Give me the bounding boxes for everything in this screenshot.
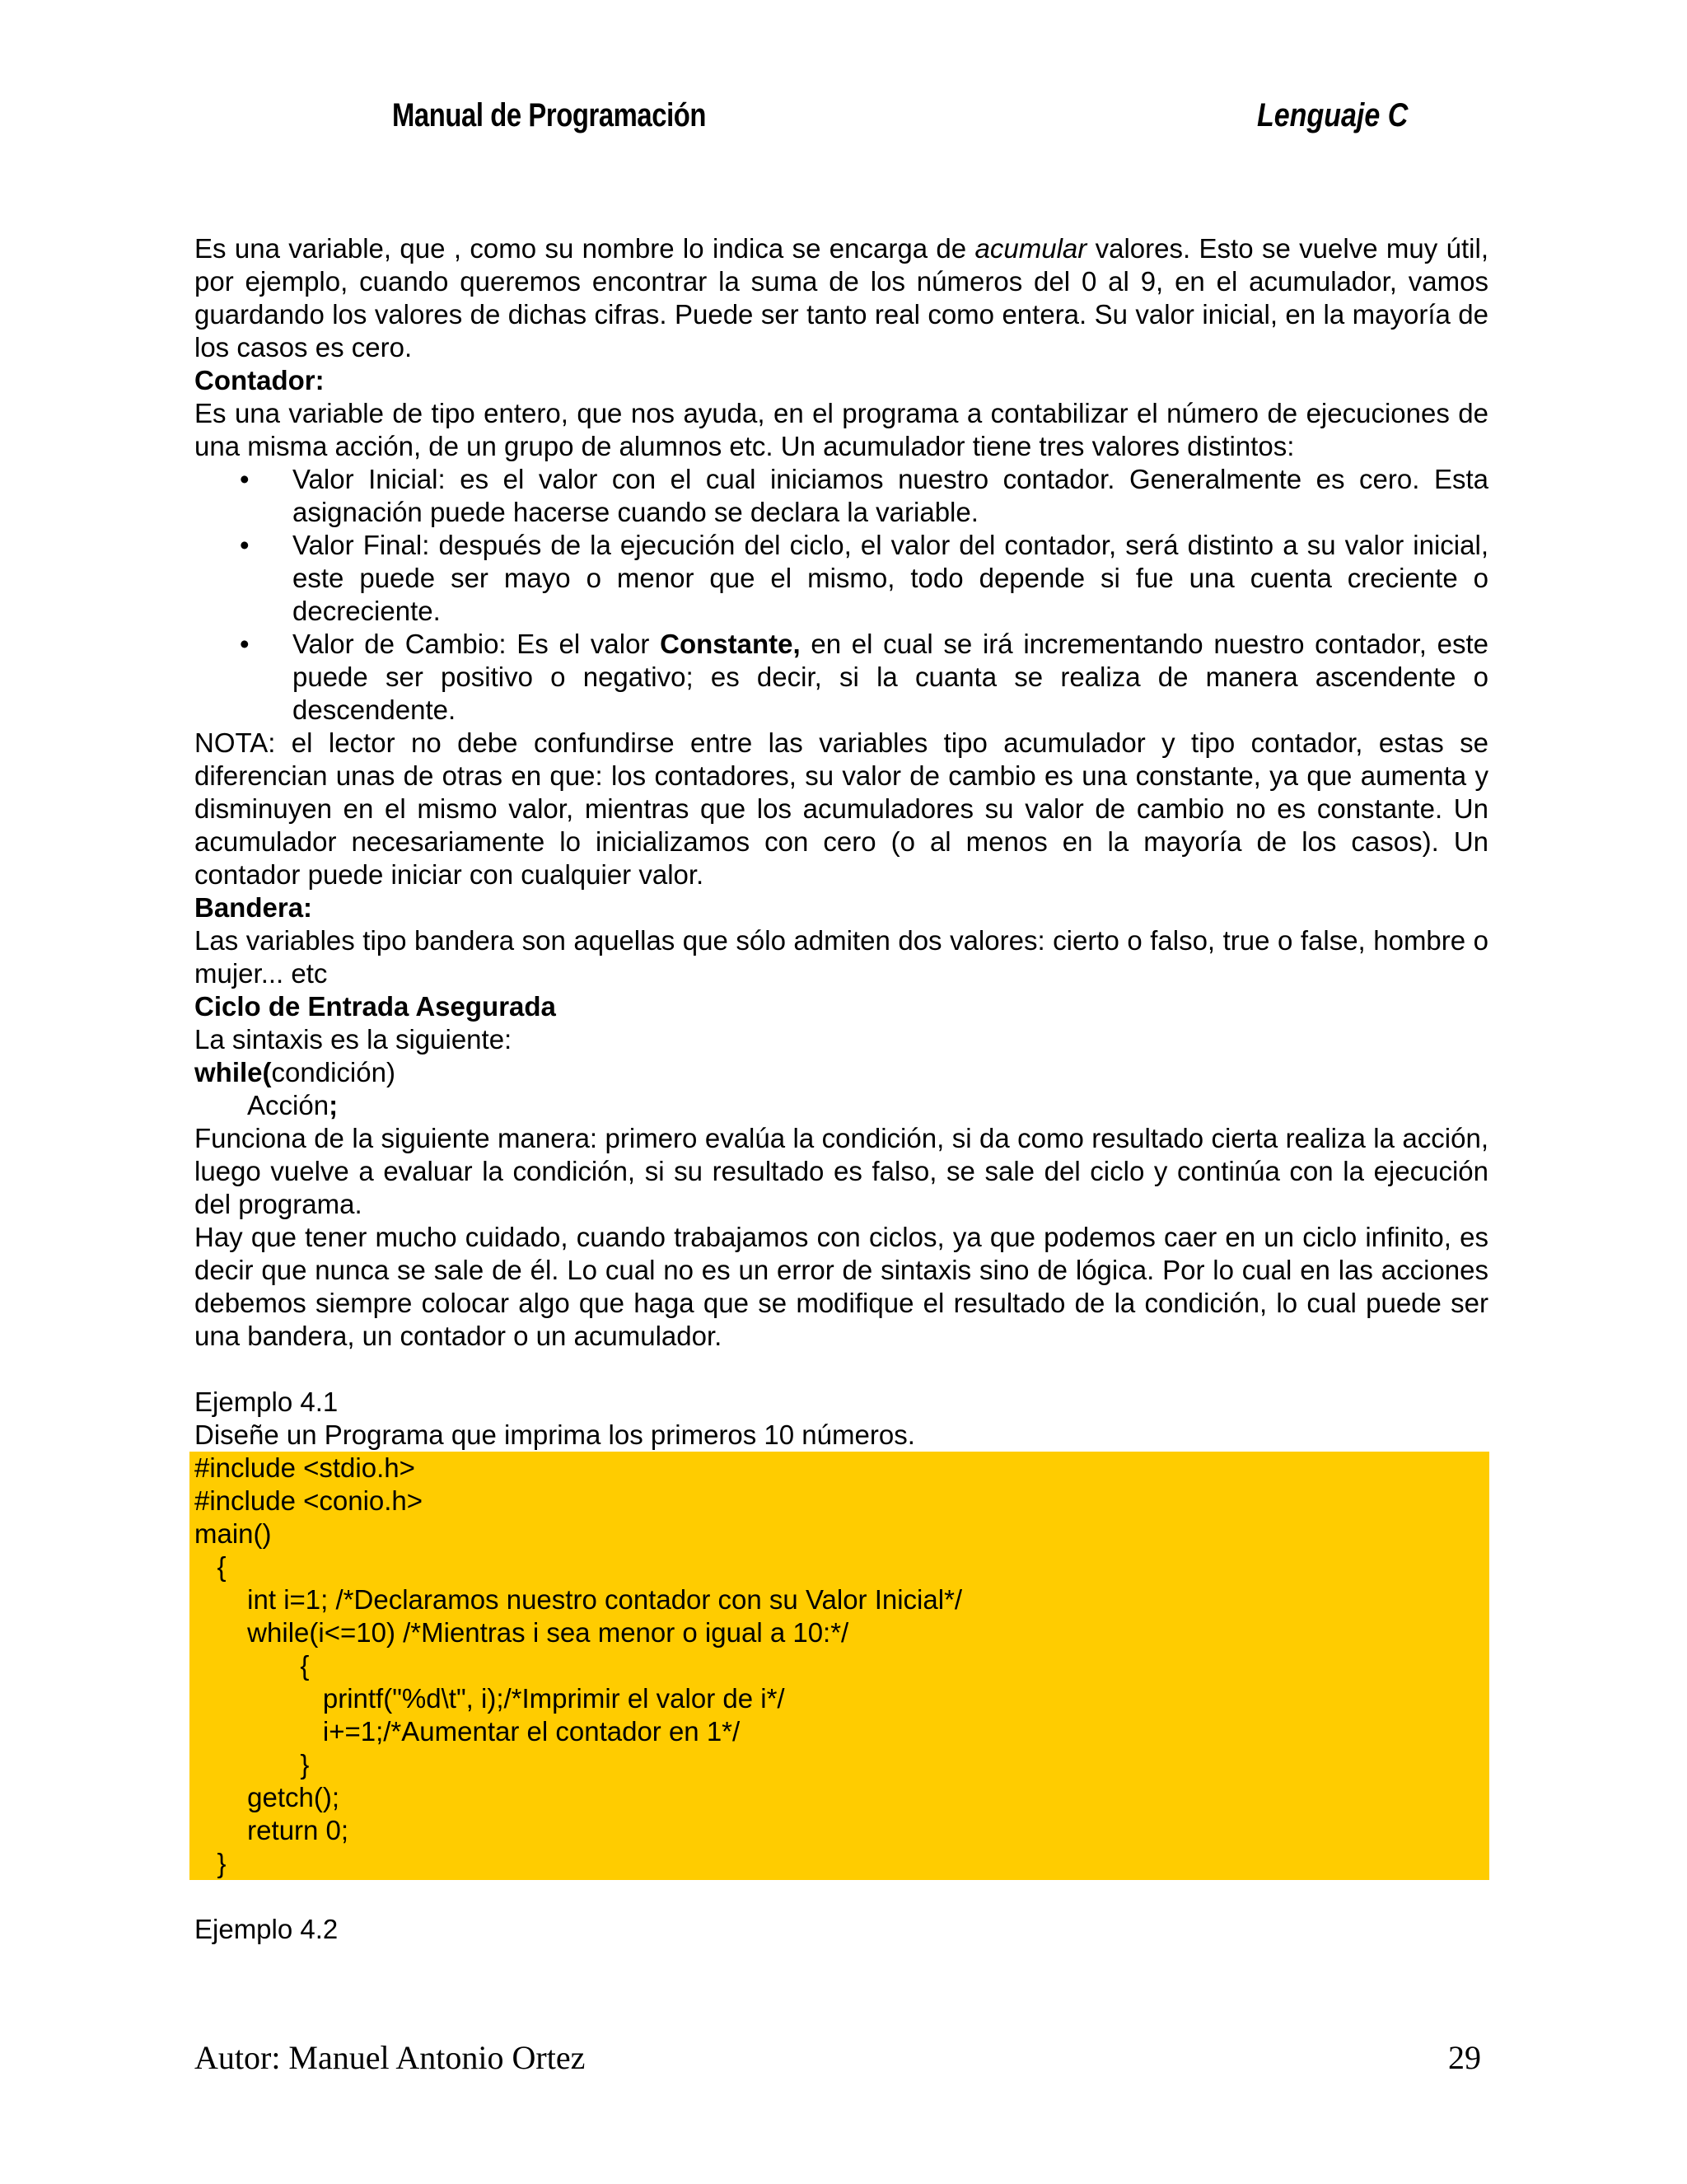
code-line: printf("%d\t", i);/*Imprimir el valor de i*/: [194, 1683, 785, 1714]
bullet-text: en el cual se irá incrementando nuestro contador, este puede ser positivo o negativo; es decir, si la cuanta se realiza de manera ascendente o descendente.: [292, 629, 1488, 725]
footer-author: Autor: Manuel Antonio Ortez: [194, 2039, 586, 2076]
code-line: i+=1;/*Aumentar el contador en 1*/: [194, 1716, 741, 1747]
code-line: while(i<=10) /*Mientras i sea menor o igual a 10:*/: [194, 1617, 849, 1648]
intro-text-2: valores. Esto se vuelve muy útil, por ejemplo, cuando queremos encontrar la suma de los números del 0 al 9, en el acumulador, vamos guardando los valores de dichas cifras. Puede ser tanto real como entera. Su valor inicial, en la mayoría de los casos es cero.: [194, 233, 1488, 362]
contador-heading: Contador:: [194, 365, 325, 395]
bandera-paragraph: Las variables tipo bandera son aquellas que sólo admiten dos valores: cierto o falso, true o false, hombre o mujer... etc: [194, 925, 1488, 989]
contador-paragraph: Es una variable de tipo entero, que nos ayuda, en el programa a contabilizar el número de ejecuciones de una misma acción, de un grupo de alumnos etc. Un acumulador tiene tres valores distintos:: [194, 398, 1488, 461]
code-line: #include <conio.h>: [194, 1485, 423, 1516]
example2-label: Ejemplo 4.2: [194, 1914, 339, 1944]
code-block: [189, 1452, 1489, 1880]
bullet-text: Valor de Cambio: Es el valor: [292, 629, 661, 659]
code-line: }: [194, 1848, 227, 1878]
nota-paragraph: NOTA: el lector no debe confundirse entre las variables tipo acumulador y tipo contador, estas se diferencian unas de otras en que: los contadores, su valor de cambio es una constante, ya que aumenta y disminuyen en el mismo valor, mientras que los acumuladores su valor de cambio no es constante. Un acumulador necesariamente lo inicializamos con cero (o al menos en la mayoría de los casos). Un contador puede iniciar con cualquier valor.: [194, 727, 1488, 890]
code-line: {: [194, 1650, 310, 1681]
list-item: [194, 529, 1488, 628]
while-keyword: while(: [194, 1057, 272, 1087]
code-line: #include <stdio.h>: [194, 1452, 415, 1483]
while-syntax: [194, 1056, 1488, 1089]
intro-paragraph: [194, 232, 1488, 364]
intro-italic: acumular: [974, 233, 1087, 264]
bullet-bold-text: Constante,: [660, 629, 801, 659]
header-subtitle: Lenguaje C: [1257, 97, 1409, 133]
spacer: [194, 1353, 1488, 1386]
code-line: {: [194, 1551, 227, 1582]
example1-label: Ejemplo 4.1: [194, 1387, 339, 1417]
example1-description: Diseñe un Programa que imprima los primeros 10 números.: [194, 1419, 915, 1450]
list-item: [194, 463, 1488, 529]
code-line: return 0;: [194, 1815, 349, 1845]
intro-text-1: Es una variable, que , como su nombre lo indica se encarga de: [194, 233, 975, 264]
ciclo-paragraph-1: Funciona de la siguiente manera: primero evalúa la condición, si da como resultado cierta realiza la acción, luego vuelve a evaluar la condición, si su resultado es falso, se sale del ciclo y continúa con la ejecución del programa.: [194, 1123, 1488, 1219]
spacer: [194, 1880, 1488, 1913]
bullet-text: Valor Inicial: es el valor con el cual iniciamos nuestro contador. Generalmente es cero. Esta asignación puede hacerse cuando se declara la variable.: [292, 464, 1488, 527]
page-body: [194, 232, 1488, 1946]
accion-semicolon: ;: [329, 1090, 339, 1120]
bullet-icon: •: [240, 629, 250, 659]
header-title: Manual de Programación: [392, 97, 707, 133]
accion-syntax: [194, 1089, 1488, 1122]
accion-text: Acción: [247, 1090, 329, 1120]
syntax-intro: La sintaxis es la siguiente:: [194, 1024, 512, 1055]
bullet-icon: •: [240, 464, 250, 494]
code-line: }: [194, 1749, 310, 1779]
bullet-icon: •: [240, 530, 250, 560]
code-line: main(): [194, 1518, 272, 1549]
list-item: [194, 628, 1488, 727]
contador-bullet-list: [194, 463, 1488, 727]
while-condition: condición): [271, 1057, 395, 1087]
code-line: getch();: [194, 1782, 340, 1812]
code-line: int i=1; /*Declaramos nuestro contador con su Valor Inicial*/: [194, 1584, 963, 1615]
ciclo-heading: Ciclo de Entrada Asegurada: [194, 991, 556, 1022]
ciclo-paragraph-2: Hay que tener mucho cuidado, cuando trabajamos con ciclos, ya que podemos caer en un ciclo infinito, es decir que nunca se sale de él. Lo cual no es un error de sintaxis sino de lógica. Por lo cual en las acciones debemos siempre colocar algo que haga que se modifique el resultado de la condición, lo cual puede ser una bandera, un contador o un acumulador.: [194, 1222, 1488, 1351]
bullet-text: Valor Final: después de la ejecución del ciclo, el valor del contador, será distinto a su valor inicial, este puede ser mayo o menor que el mismo, todo depende si fue una cuenta creciente o decreciente.: [292, 530, 1488, 626]
page-number: 29: [1448, 2039, 1481, 2076]
bandera-heading: Bandera:: [194, 892, 313, 923]
